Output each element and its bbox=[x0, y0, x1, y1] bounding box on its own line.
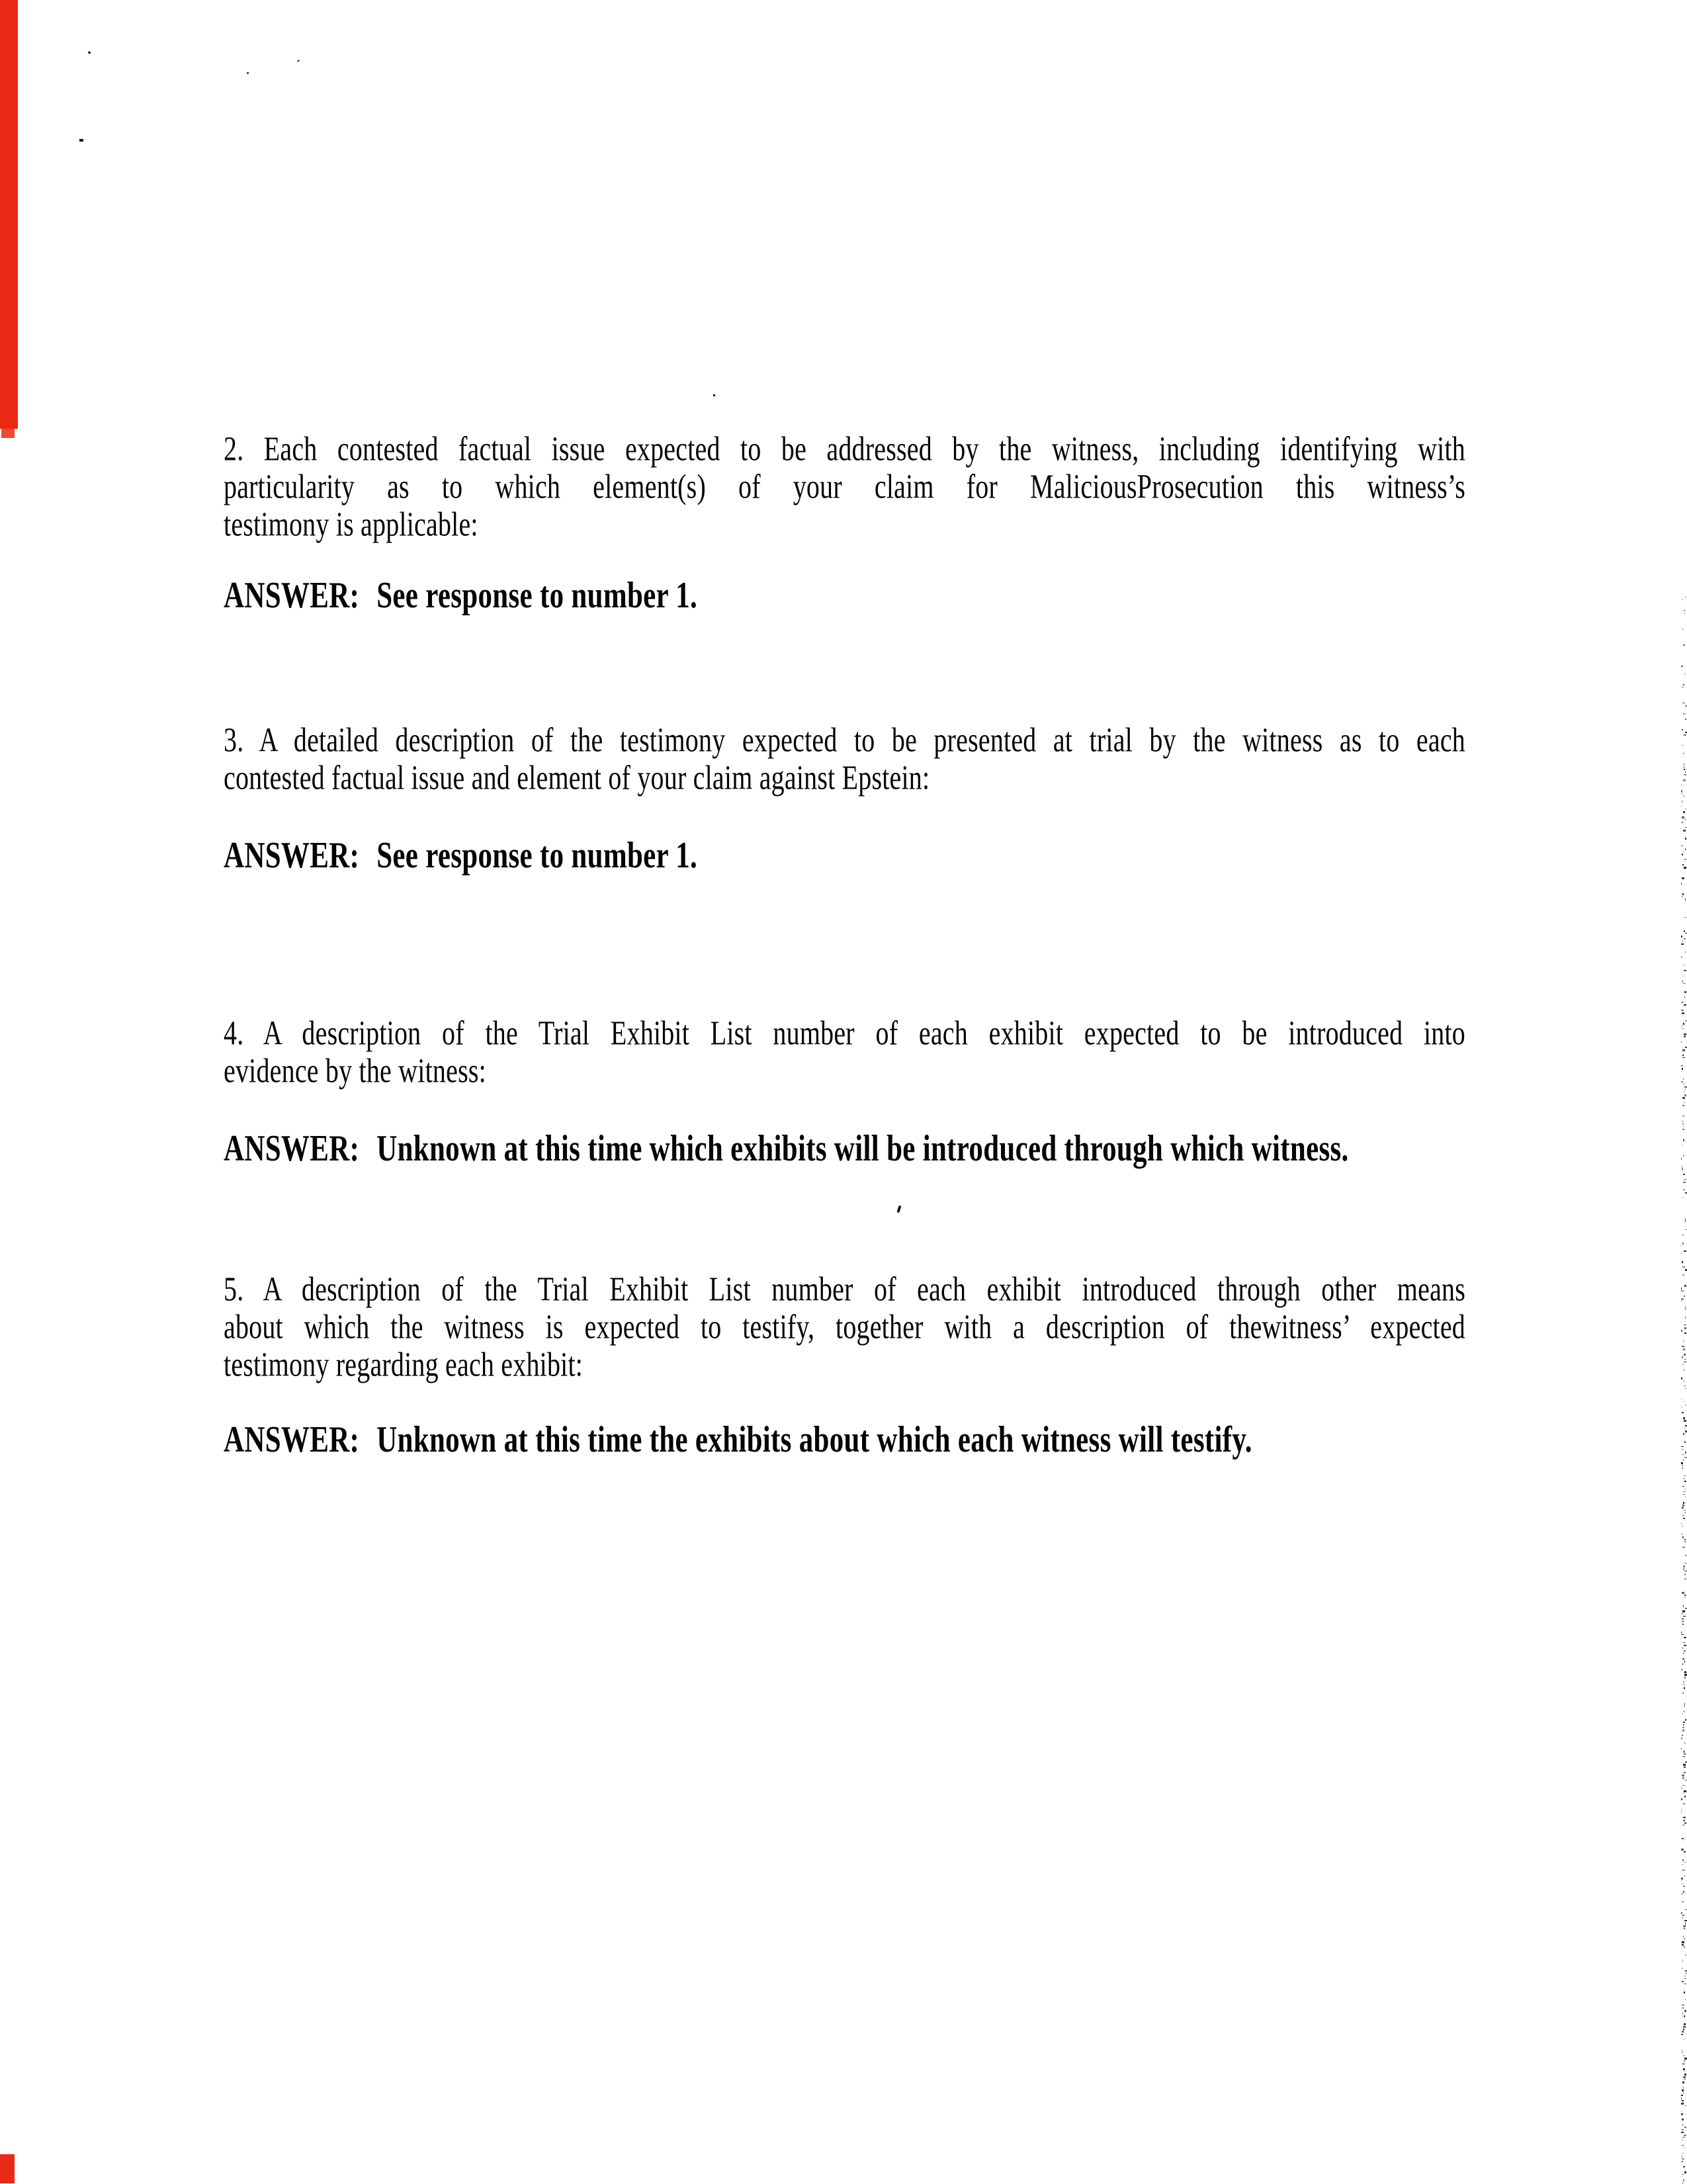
dust-speck bbox=[713, 394, 715, 396]
dust-speck bbox=[88, 51, 91, 54]
answer-2-label: ANSWER: bbox=[224, 576, 360, 616]
interrogatory-5-line-2: about which the witness is expected to testify, together with a description of thewitness’ expected bbox=[224, 1307, 1465, 1346]
interrogatory-4-line-1: 4. A description of the Trial Exhibit List number of each exhibit expected to be introduced into bbox=[224, 1013, 1465, 1052]
red-edge-stripe-bottom bbox=[0, 2154, 15, 2183]
interrogatory-item-2 bbox=[224, 430, 1465, 543]
answer-4-label: ANSWER: bbox=[224, 1129, 360, 1169]
answer-5-label: ANSWER: bbox=[224, 1420, 360, 1460]
interrogatory-2-line-2: particularity as to which element(s) of your claim for MaliciousProsecution this witness’s bbox=[224, 466, 1465, 505]
answer-2 bbox=[224, 576, 1465, 616]
answer-4-text: Unknown at this time which exhibits will be introduced through which witness. bbox=[376, 1129, 1349, 1169]
interrogatory-4-line-2: evidence by the witness: bbox=[224, 1051, 486, 1090]
scan-noise-strip bbox=[1681, 576, 1687, 2183]
dust-speck bbox=[896, 1205, 901, 1213]
interrogatory-item-5 bbox=[224, 1270, 1465, 1383]
interrogatory-5-line-3: testimony regarding each exhibit: bbox=[224, 1344, 584, 1383]
answer-5-text: Unknown at this time the exhibits about which each witness will testify. bbox=[376, 1420, 1252, 1460]
interrogatory-2-line-1: 2. Each contested factual issue expected to be addressed by the witness, including identifying with bbox=[224, 429, 1465, 468]
answer-3 bbox=[224, 836, 1465, 876]
red-edge-stripe-top bbox=[0, 0, 18, 429]
dust-speck bbox=[79, 139, 83, 142]
answer-4 bbox=[224, 1129, 1465, 1169]
interrogatory-item-3 bbox=[224, 721, 1465, 797]
dust-speck bbox=[297, 60, 300, 62]
answer-3-text: See response to number 1. bbox=[376, 836, 698, 876]
dust-speck bbox=[247, 72, 249, 74]
interrogatory-3-line-2: contested factual issue and element of your claim against Epstein: bbox=[224, 758, 930, 797]
answer-2-text: See response to number 1. bbox=[376, 576, 698, 616]
answer-3-label: ANSWER: bbox=[224, 836, 360, 876]
interrogatory-2-line-3: testimony is applicable: bbox=[224, 504, 478, 543]
interrogatory-item-4 bbox=[224, 1014, 1465, 1090]
answer-5 bbox=[224, 1420, 1465, 1460]
interrogatory-3-line-1: 3. A detailed description of the testimony expected to be presented at trial by the witness as to each bbox=[224, 720, 1465, 759]
interrogatory-5-line-1: 5. A description of the Trial Exhibit List number of each exhibit introduced through other means bbox=[224, 1269, 1465, 1308]
